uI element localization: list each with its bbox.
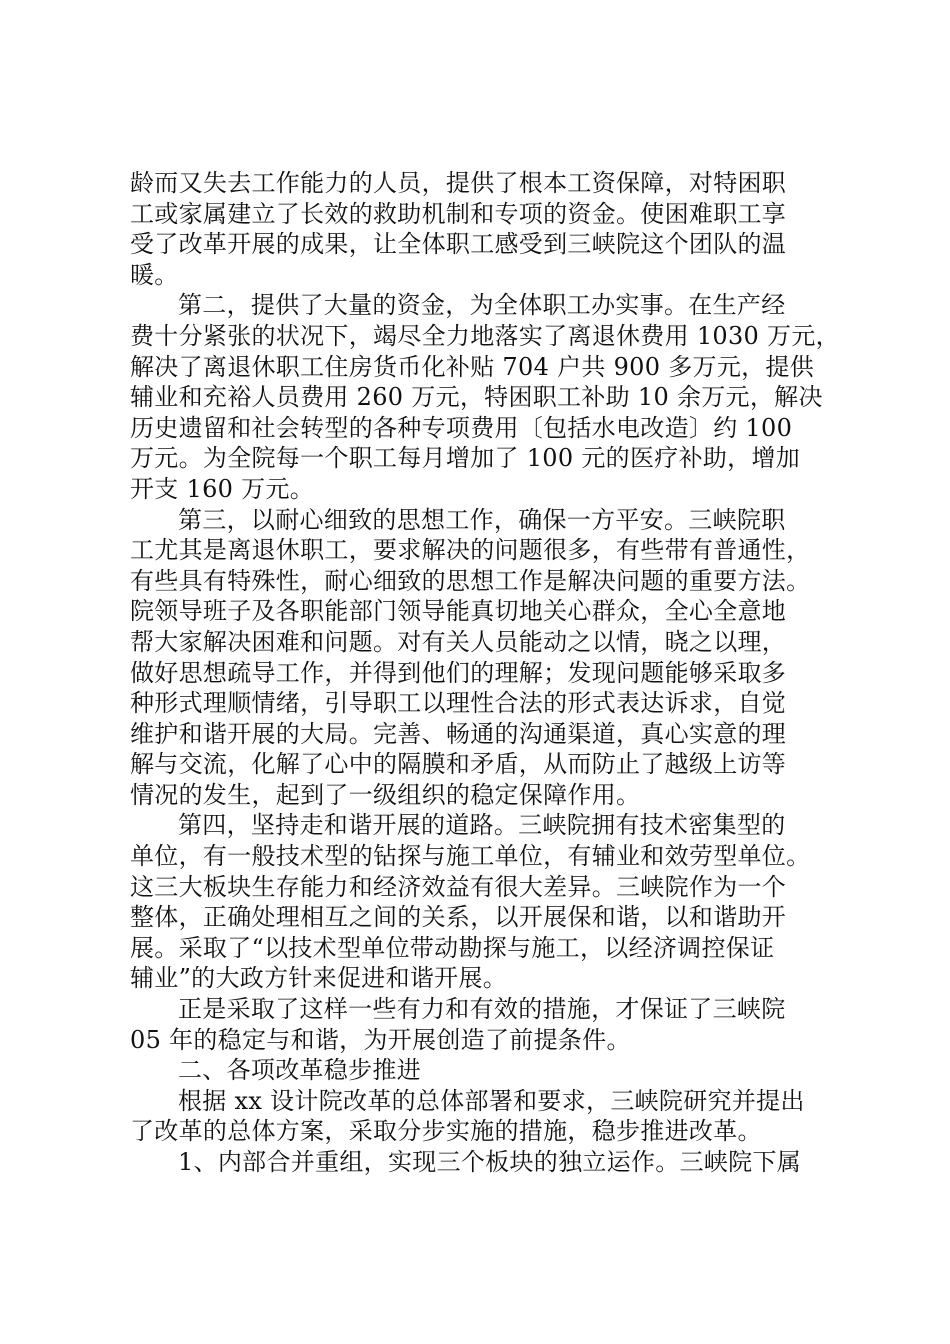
text-line: 解与交流，化解了心中的隔膜和矛盾，从而防止了越级上访等 bbox=[130, 750, 787, 779]
text-line: 二、各项改革稳步推进 bbox=[178, 1056, 421, 1085]
text-line: 第三，以耐心细致的思想工作，确保一方平安。三峡院职 bbox=[178, 505, 786, 534]
text-line: 开支 160 万元。 bbox=[130, 474, 315, 503]
paragraph bbox=[130, 810, 830, 994]
paragraph bbox=[130, 290, 840, 504]
text-line: 万元。为全院每一个职工每月增加了 100 元的医疗补助，增加 bbox=[130, 444, 801, 473]
paragraph bbox=[130, 168, 830, 290]
paragraph bbox=[130, 1147, 830, 1178]
text-line: 有些具有特殊性，耐心细致的思想工作是解决问题的重要方法。 bbox=[130, 566, 811, 595]
text-line: 受了改革开展的成果，让全体职工感受到三峡院这个团队的温 bbox=[130, 230, 787, 259]
document-body bbox=[130, 168, 840, 1178]
text-line: 展。采取了“以技术型单位带动勘探与施工，以经济调控保证 bbox=[130, 933, 775, 962]
text-line: 了改革的总体方案，采取分步实施的措施，稳步推进改革。 bbox=[130, 1117, 762, 1146]
text-line: 单位，有一般技术型的钻探与施工单位，有辅业和效劳型单位。 bbox=[130, 842, 811, 871]
paragraph bbox=[130, 1055, 830, 1086]
text-line: 第四，坚持走和谐开展的道路。三峡院拥有技术密集型的 bbox=[178, 811, 786, 840]
text-line: 情况的发生，起到了一级组织的稳定保障作用。 bbox=[130, 780, 641, 809]
text-line: 1、内部合并重组，实现三个板块的独立运作。三峡院下属 bbox=[178, 1148, 802, 1176]
paragraph bbox=[130, 505, 830, 811]
text-line: 这三大板块生存能力和经济效益有很大差异。三峡院作为一个 bbox=[130, 872, 787, 901]
text-line: 种形式理顺情绪，引导职工以理性合法的形式表达诉求，自觉 bbox=[130, 689, 787, 718]
text-line: 工或家属建立了长效的救助机制和专项的资金。使困难职工享 bbox=[130, 199, 787, 228]
text-line: 根据 xx 设计院改革的总体部署和要求，三峡院研究并提出 bbox=[178, 1086, 805, 1115]
text-line: 辅业”的大政方针来促进和谐开展。 bbox=[130, 964, 508, 993]
text-line: 帮大家解决困难和问题。对有关人员能动之以情，晓之以理， bbox=[130, 627, 787, 656]
text-line: 05 年的稳定与和谐，为开展创造了前提条件。 bbox=[130, 1025, 631, 1054]
text-line: 解决了离退休职工住房货币化补贴 704 户共 900 多万元，提供 bbox=[130, 352, 815, 381]
text-line: 正是采取了这样一些有力和有效的措施，才保证了三峡院 bbox=[178, 995, 786, 1024]
text-line: 维护和谐开展的大局。完善、畅通的沟通渠道，真心实意的理 bbox=[130, 719, 787, 748]
text-line: 做好思想疏导工作，并得到他们的理解；发现问题能够采取多 bbox=[130, 658, 787, 687]
paragraph bbox=[130, 1086, 830, 1147]
paragraph bbox=[130, 994, 830, 1055]
text-line: 费十分紧张的状况下，竭尽全力地落实了离退休费用 1030 万元， bbox=[130, 321, 840, 350]
text-line: 历史遗留和社会转型的各种专项费用〔包括水电改造〕约 100 bbox=[130, 413, 793, 442]
text-line: 第二，提供了大量的资金，为全体职工办实事。在生产经 bbox=[178, 291, 786, 320]
text-line: 院领导班子及各职能部门领导能真切地关心群众，全心全意地 bbox=[130, 597, 787, 626]
text-line: 暖。 bbox=[130, 260, 179, 289]
text-line: 工尤其是离退休职工，要求解决的问题很多，有些带有普通性， bbox=[130, 536, 811, 565]
text-line: 整体，正确处理相互之间的关系，以开展保和谐，以和谐助开 bbox=[130, 903, 787, 932]
text-line: 龄而又失去工作能力的人员，提供了根本工资保障，对特困职 bbox=[130, 169, 787, 197]
text-line: 辅业和充裕人员费用 260 万元，特困职工补助 10 余万元，解决 bbox=[130, 383, 823, 412]
